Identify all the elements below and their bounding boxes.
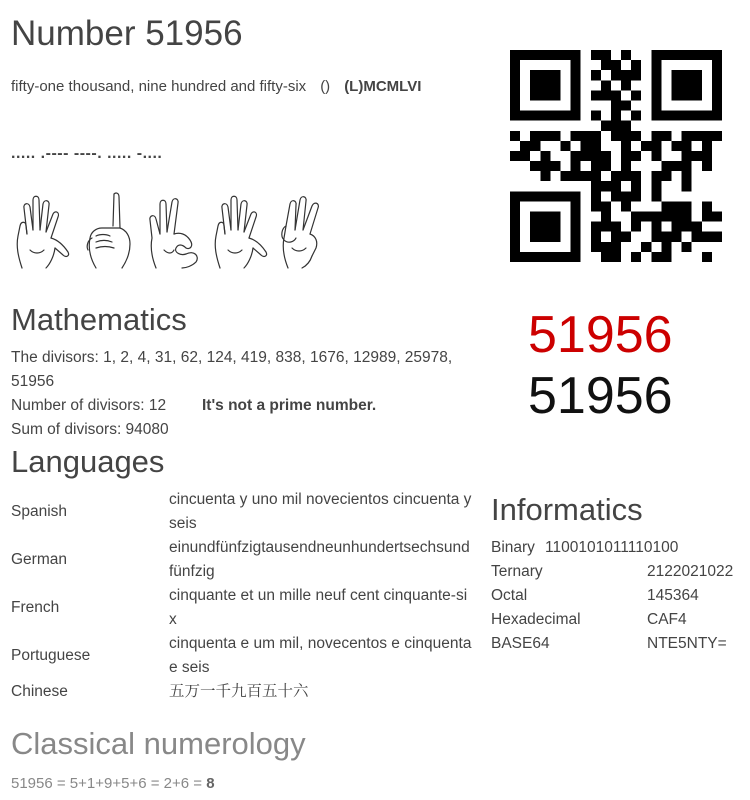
pronunciation-paren: () [320, 78, 331, 95]
hand-six-icon [274, 190, 340, 270]
qr-code-icon [510, 50, 722, 262]
morse-code: ..... .---- ----. ..... -.... [11, 145, 163, 162]
hand-nine-icon [142, 190, 208, 270]
numerology-equation [11, 772, 215, 796]
language-value: 五万一千九百五十六 [169, 683, 309, 700]
numerology-heading: Classical numerology [11, 726, 306, 761]
sign-language-hands [10, 190, 330, 270]
info-value: CAF4 [647, 611, 687, 628]
roman-numeral: (L)MCMLVI [344, 78, 422, 95]
divisors-list: The divisors: 1, 2, 4, 31, 62, 124, 419, 838, 1676, 12989, 25978, 51956 [11, 349, 453, 390]
number-of-divisors: Number of divisors: 12 [11, 397, 167, 414]
numerology-sum: 51956 = 5+1+9+5+6 = 2+6 = [11, 775, 203, 792]
info-label: BASE64 [491, 635, 550, 652]
prime-status: It's not a prime number. [202, 397, 377, 414]
info-label: Ternary [491, 563, 543, 580]
page-title: Number 51956 [11, 14, 243, 53]
numerology-result: 8 [206, 775, 215, 792]
info-label: Binary [491, 539, 535, 556]
info-value: NTE5NTY= [647, 635, 727, 652]
hand-one-icon [76, 190, 142, 270]
number-in-words [11, 78, 421, 95]
language-name: Chinese [11, 683, 68, 700]
languages-heading: Languages [11, 444, 165, 479]
number-display-black: 51956 [528, 367, 673, 425]
info-value: 145364 [647, 587, 699, 604]
info-label: Hexadecimal [491, 611, 581, 628]
language-value: cinquenta e um mil, novecentos e cinquenta e seis [169, 635, 472, 676]
language-name: German [11, 551, 67, 568]
hand-five-icon [208, 190, 274, 270]
number-display-red: 51956 [528, 306, 673, 364]
informatics-heading: Informatics [491, 492, 643, 527]
words-text: fifty-one thousand, nine hundred and fifty-six [11, 78, 307, 95]
info-value: 2122021022 [647, 563, 734, 580]
language-name: Portuguese [11, 647, 91, 664]
hand-five-icon [10, 190, 76, 270]
language-name: French [11, 599, 60, 616]
language-value: einundfünfzigtausendneunhundertsechsundfünfzig [169, 539, 470, 580]
language-value: cincuenta y uno mil novecientos cincuenta y seis [169, 491, 472, 532]
info-label: Octal [491, 587, 528, 604]
info-value: 1100101011110100 [545, 539, 679, 556]
language-name: Spanish [11, 503, 68, 520]
sum-of-divisors: Sum of divisors: 94080 [11, 421, 169, 438]
mathematics-heading: Mathematics [11, 302, 187, 337]
language-value: cinquante et un mille neuf cent cinquante-six [169, 587, 468, 628]
